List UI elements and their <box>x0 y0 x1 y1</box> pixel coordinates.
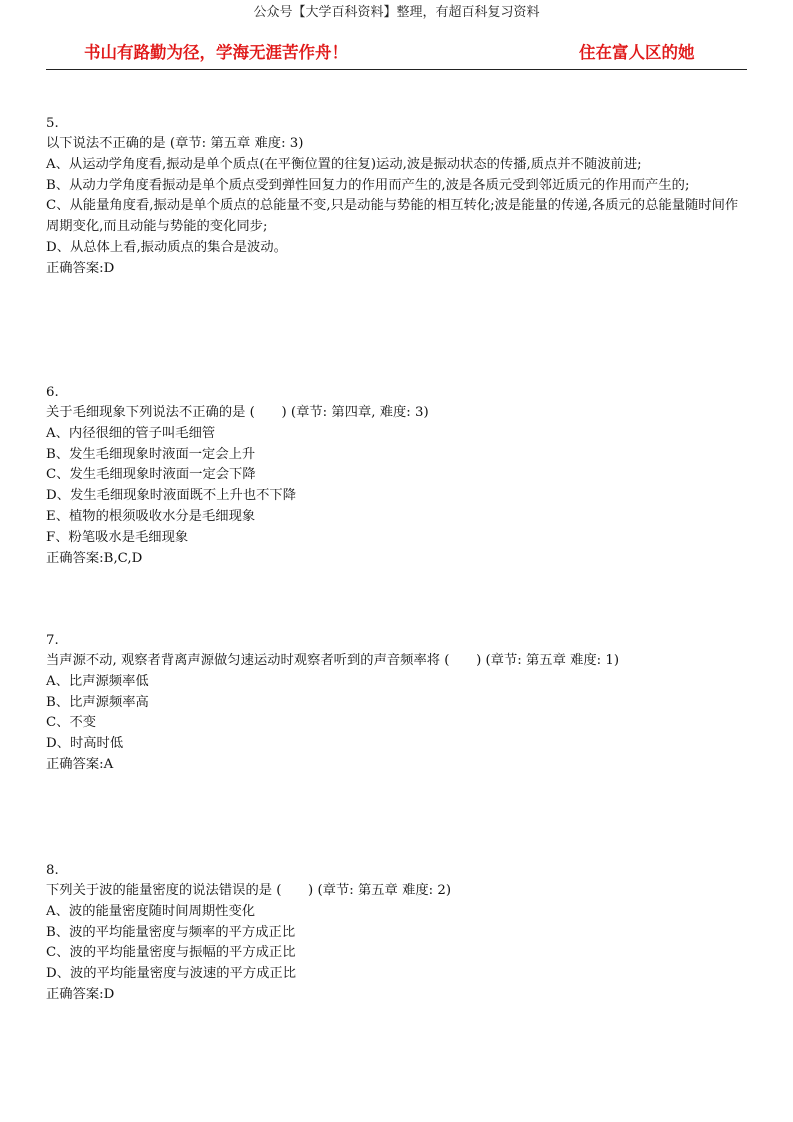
option-d: D、发生毛细现象时液面既不上升也不下降 <box>46 488 297 504</box>
correct-answer: 正确答案:D <box>46 986 115 1002</box>
option-d: D、从总体上看,振动质点的集合是波动。 <box>46 239 287 255</box>
question-6 <box>46 383 746 569</box>
option-b: B、发生毛细现象时液面一定会上升 <box>46 446 256 462</box>
question-stem: 以下说法不正确的是 (章节: 第五章 难度: 3) <box>46 136 304 151</box>
option-a: A、内径很细的管子叫毛细管 <box>46 425 216 441</box>
option-b: B、波的平均能量密度与频率的平方成正比 <box>46 924 296 940</box>
question-number: 7. <box>46 633 59 648</box>
motto-right: 住在富人区的她 <box>579 43 695 62</box>
question-number: 6. <box>46 385 59 400</box>
question-8 <box>46 861 746 1006</box>
question-stem: 关于毛细现象下列说法不正确的是 ( ) (章节: 第四章, 难度: 3) <box>46 405 429 420</box>
correct-answer: 正确答案:D <box>46 260 115 276</box>
question-stem: 当声源不动, 观察者背离声源做匀速运动时观察者听到的声音频率将 ( ) (章节: 第五章 难度: 1) <box>46 653 620 668</box>
source-note: 公众号【大学百科资料】整理，有超百科复习资料 <box>253 5 540 20</box>
question-5 <box>46 114 746 280</box>
correct-answer: 正确答案:A <box>46 756 114 772</box>
option-d: D、时高时低 <box>46 736 124 752</box>
option-b: B、从动力学角度看振动是单个质点受到弹性回复力的作用而产生的,波是各质元受到邻近质元的作用而产生的; <box>46 177 690 193</box>
option-a: A、波的能量密度随时间周期性变化 <box>46 903 256 919</box>
question-number: 8. <box>46 863 59 878</box>
question-7 <box>46 631 746 776</box>
correct-answer: 正确答案:B,C,D <box>46 550 143 566</box>
motto-left: 书山有路勤为径，学海无涯苦作舟！ <box>84 43 348 62</box>
option-e: E、植物的根须吸收水分是毛细现象 <box>46 508 256 524</box>
option-b: B、比声源频率高 <box>46 694 149 710</box>
option-f: F、粉笔吸水是毛细现象 <box>46 529 189 545</box>
option-d: D、波的平均能量密度与波速的平方成正比 <box>46 966 297 982</box>
option-a: A、比声源频率低 <box>46 673 149 689</box>
header-divider <box>46 69 747 70</box>
question-stem: 下列关于波的能量密度的说法错误的是 ( ) (章节: 第五章 难度: 2) <box>46 883 452 898</box>
question-number: 5. <box>46 116 59 131</box>
option-a: A、从运动学角度看,振动是单个质点(在平衡位置的往复)运动,波是振动状态的传播,质点并不随波前进; <box>46 156 642 172</box>
option-c: C、发生毛细现象时液面一定会下降 <box>46 467 256 483</box>
option-c: C、不变 <box>46 715 97 731</box>
option-c: C、波的平均能量密度与振幅的平方成正比 <box>46 945 296 961</box>
option-c: C、从能量角度看,振动是单个质点的总能量不变,只是动能与势能的相互转化;波是能量的传递,各质元的总能量随时间作周期变化,而且动能与势能的变化同步; <box>46 198 739 235</box>
